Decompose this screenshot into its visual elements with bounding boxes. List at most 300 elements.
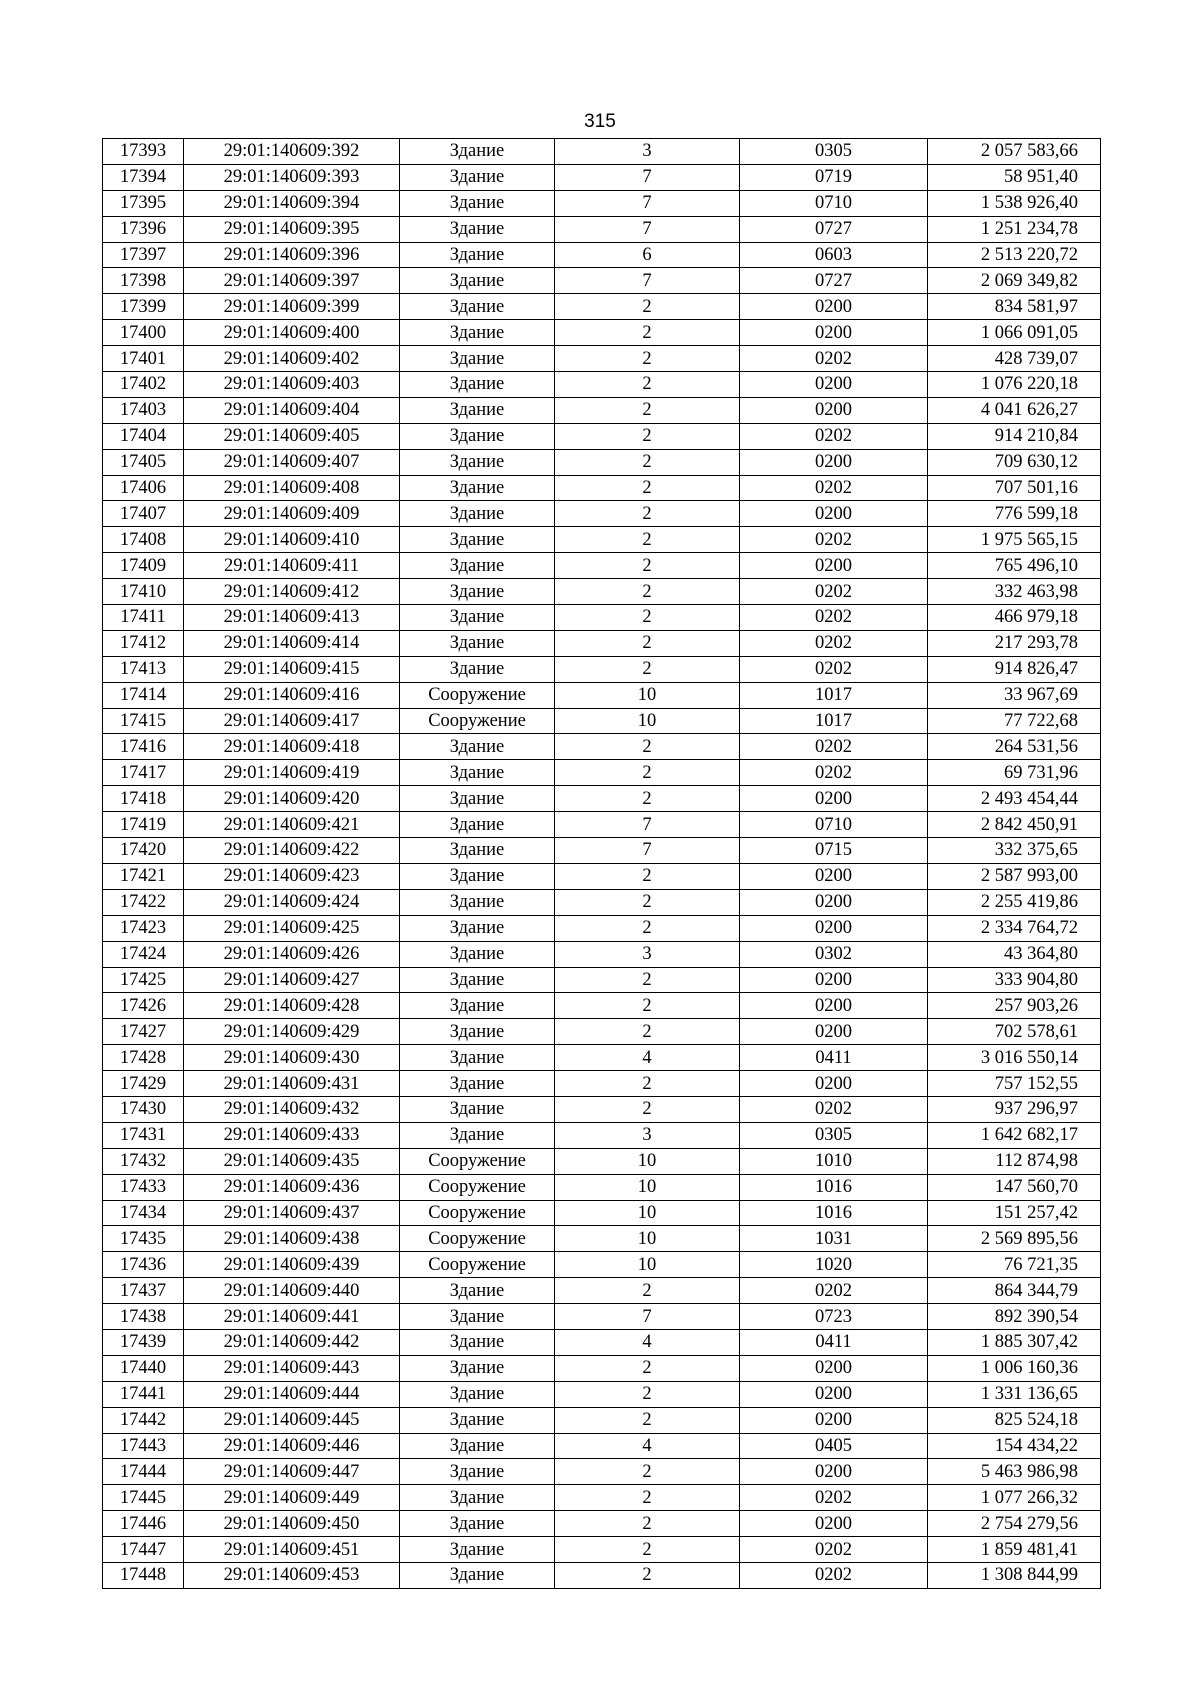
row-number-cell: 17397: [103, 242, 184, 268]
cadastral-number-cell: 29:01:140609:446: [184, 1433, 400, 1459]
cadastral-value-cell: 765 496,10: [928, 553, 1101, 579]
object-type-cell: Здание: [400, 1096, 555, 1122]
code-cell: 0603: [740, 242, 928, 268]
row-number-cell: 17437: [103, 1278, 184, 1304]
group-cell: 2: [555, 553, 740, 579]
row-number-cell: 17436: [103, 1252, 184, 1278]
cadastral-number-cell: 29:01:140609:416: [184, 682, 400, 708]
row-number-cell: 17439: [103, 1329, 184, 1355]
row-number-cell: 17422: [103, 889, 184, 915]
cadastral-number-cell: 29:01:140609:409: [184, 501, 400, 527]
cadastral-number-cell: 29:01:140609:397: [184, 268, 400, 294]
table-row: [103, 1096, 1101, 1122]
table-row: [103, 1278, 1101, 1304]
code-cell: 0727: [740, 268, 928, 294]
row-number-cell: 17400: [103, 320, 184, 346]
cadastral-value-cell: 864 344,79: [928, 1278, 1101, 1304]
table-row: [103, 190, 1101, 216]
cadastral-number-cell: 29:01:140609:450: [184, 1511, 400, 1537]
table-row: [103, 786, 1101, 812]
group-cell: 3: [555, 1122, 740, 1148]
table-row: [103, 501, 1101, 527]
cadastral-value-cell: 1 076 220,18: [928, 372, 1101, 398]
table-row: [103, 1511, 1101, 1537]
group-cell: 10: [555, 682, 740, 708]
cadastral-value-cell: 3 016 550,14: [928, 1045, 1101, 1071]
table-row: [103, 294, 1101, 320]
code-cell: 0200: [740, 1071, 928, 1097]
group-cell: 7: [555, 164, 740, 190]
table-row: [103, 320, 1101, 346]
row-number-cell: 17402: [103, 372, 184, 398]
code-cell: 1016: [740, 1174, 928, 1200]
code-cell: 0202: [740, 579, 928, 605]
group-cell: 2: [555, 993, 740, 1019]
table-row: [103, 1562, 1101, 1588]
cadastral-value-cell: 707 501,16: [928, 475, 1101, 501]
table-row: [103, 1045, 1101, 1071]
cadastral-number-cell: 29:01:140609:413: [184, 605, 400, 631]
group-cell: 7: [555, 1304, 740, 1330]
object-type-cell: Здание: [400, 242, 555, 268]
row-number-cell: 17408: [103, 527, 184, 553]
object-type-cell: Здание: [400, 812, 555, 838]
group-cell: 2: [555, 1096, 740, 1122]
code-cell: 0200: [740, 1381, 928, 1407]
cadastral-number-cell: 29:01:140609:429: [184, 1019, 400, 1045]
code-cell: 0202: [740, 1537, 928, 1563]
cadastral-number-cell: 29:01:140609:433: [184, 1122, 400, 1148]
cadastral-value-cell: 1 642 682,17: [928, 1122, 1101, 1148]
cadastral-number-cell: 29:01:140609:400: [184, 320, 400, 346]
cadastral-value-cell: 1 859 481,41: [928, 1537, 1101, 1563]
object-type-cell: Здание: [400, 1562, 555, 1588]
row-number-cell: 17429: [103, 1071, 184, 1097]
object-type-cell: Здание: [400, 579, 555, 605]
code-cell: 0200: [740, 786, 928, 812]
cadastral-value-cell: 2 069 349,82: [928, 268, 1101, 294]
table-row: [103, 268, 1101, 294]
code-cell: 0715: [740, 838, 928, 864]
cadastral-number-cell: 29:01:140609:392: [184, 139, 400, 165]
object-type-cell: Здание: [400, 1459, 555, 1485]
cadastral-value-cell: 825 524,18: [928, 1407, 1101, 1433]
group-cell: 10: [555, 708, 740, 734]
table-row: [103, 1485, 1101, 1511]
cadastral-number-cell: 29:01:140609:420: [184, 786, 400, 812]
cadastral-value-cell: 2 255 419,86: [928, 889, 1101, 915]
group-cell: 2: [555, 397, 740, 423]
cadastral-number-cell: 29:01:140609:441: [184, 1304, 400, 1330]
object-type-cell: Здание: [400, 1407, 555, 1433]
cadastral-number-cell: 29:01:140609:447: [184, 1459, 400, 1485]
row-number-cell: 17444: [103, 1459, 184, 1485]
group-cell: 2: [555, 346, 740, 372]
group-cell: 7: [555, 268, 740, 294]
code-cell: 0727: [740, 216, 928, 242]
table-row: [103, 760, 1101, 786]
group-cell: 2: [555, 1562, 740, 1588]
object-type-cell: Здание: [400, 1019, 555, 1045]
code-cell: 0200: [740, 320, 928, 346]
group-cell: 10: [555, 1252, 740, 1278]
object-type-cell: Здание: [400, 449, 555, 475]
cadastral-value-cell: 2 334 764,72: [928, 915, 1101, 941]
cadastral-number-cell: 29:01:140609:445: [184, 1407, 400, 1433]
cadastral-value-cell: 1 885 307,42: [928, 1329, 1101, 1355]
cadastral-value-cell: 332 375,65: [928, 838, 1101, 864]
cadastral-value-cell: 332 463,98: [928, 579, 1101, 605]
object-type-cell: Здание: [400, 216, 555, 242]
group-cell: 2: [555, 527, 740, 553]
code-cell: 0202: [740, 1562, 928, 1588]
group-cell: 7: [555, 190, 740, 216]
cadastral-value-cell: 151 257,42: [928, 1200, 1101, 1226]
group-cell: 2: [555, 1537, 740, 1563]
object-type-cell: Сооружение: [400, 1174, 555, 1200]
group-cell: 2: [555, 915, 740, 941]
cadastral-number-cell: 29:01:140609:393: [184, 164, 400, 190]
code-cell: 1031: [740, 1226, 928, 1252]
table-row: [103, 812, 1101, 838]
cadastral-value-cell: 914 826,47: [928, 656, 1101, 682]
code-cell: 0200: [740, 915, 928, 941]
cadastral-number-cell: 29:01:140609:410: [184, 527, 400, 553]
table-row: [103, 1355, 1101, 1381]
object-type-cell: Здание: [400, 786, 555, 812]
cadastral-value-cell: 76 721,35: [928, 1252, 1101, 1278]
group-cell: 2: [555, 1019, 740, 1045]
code-cell: 0200: [740, 967, 928, 993]
cadastral-number-cell: 29:01:140609:428: [184, 993, 400, 1019]
cadastral-number-cell: 29:01:140609:412: [184, 579, 400, 605]
table-row: [103, 1407, 1101, 1433]
row-number-cell: 17416: [103, 734, 184, 760]
code-cell: 0200: [740, 1511, 928, 1537]
group-cell: 2: [555, 372, 740, 398]
group-cell: 2: [555, 579, 740, 605]
code-cell: 0202: [740, 1278, 928, 1304]
group-cell: 7: [555, 216, 740, 242]
code-cell: 1017: [740, 682, 928, 708]
cadastral-value-cell: 69 731,96: [928, 760, 1101, 786]
group-cell: 2: [555, 423, 740, 449]
row-number-cell: 17409: [103, 553, 184, 579]
object-type-cell: Здание: [400, 630, 555, 656]
table-row: [103, 1459, 1101, 1485]
row-number-cell: 17395: [103, 190, 184, 216]
table-row: [103, 941, 1101, 967]
object-type-cell: Здание: [400, 164, 555, 190]
code-cell: 0200: [740, 397, 928, 423]
object-type-cell: Здание: [400, 346, 555, 372]
object-type-cell: Здание: [400, 605, 555, 631]
object-type-cell: Здание: [400, 889, 555, 915]
code-cell: 0202: [740, 423, 928, 449]
row-number-cell: 17393: [103, 139, 184, 165]
row-number-cell: 17405: [103, 449, 184, 475]
group-cell: 2: [555, 863, 740, 889]
cadastral-number-cell: 29:01:140609:431: [184, 1071, 400, 1097]
cadastral-number-cell: 29:01:140609:411: [184, 553, 400, 579]
group-cell: 3: [555, 941, 740, 967]
cadastral-value-cell: 58 951,40: [928, 164, 1101, 190]
group-cell: 2: [555, 786, 740, 812]
group-cell: 10: [555, 1200, 740, 1226]
cadastral-value-cell: 2 842 450,91: [928, 812, 1101, 838]
table-row: [103, 216, 1101, 242]
table-row: [103, 1329, 1101, 1355]
code-cell: 0710: [740, 812, 928, 838]
group-cell: 2: [555, 1071, 740, 1097]
row-number-cell: 17396: [103, 216, 184, 242]
object-type-cell: Здание: [400, 372, 555, 398]
cadastral-value-cell: 892 390,54: [928, 1304, 1101, 1330]
table-row: [103, 346, 1101, 372]
row-number-cell: 17423: [103, 915, 184, 941]
cadastral-number-cell: 29:01:140609:405: [184, 423, 400, 449]
code-cell: 0202: [740, 656, 928, 682]
code-cell: 0200: [740, 1459, 928, 1485]
code-cell: 1020: [740, 1252, 928, 1278]
row-number-cell: 17414: [103, 682, 184, 708]
row-number-cell: 17433: [103, 1174, 184, 1200]
table-row: [103, 915, 1101, 941]
row-number-cell: 17399: [103, 294, 184, 320]
code-cell: 0411: [740, 1329, 928, 1355]
cadastral-value-cell: 1 077 266,32: [928, 1485, 1101, 1511]
group-cell: 2: [555, 734, 740, 760]
group-cell: 2: [555, 294, 740, 320]
group-cell: 2: [555, 475, 740, 501]
row-number-cell: 17420: [103, 838, 184, 864]
cadastral-number-cell: 29:01:140609:395: [184, 216, 400, 242]
group-cell: 2: [555, 1355, 740, 1381]
row-number-cell: 17401: [103, 346, 184, 372]
row-number-cell: 17442: [103, 1407, 184, 1433]
code-cell: 0202: [740, 527, 928, 553]
cadastral-number-cell: 29:01:140609:437: [184, 1200, 400, 1226]
cadastral-number-cell: 29:01:140609:402: [184, 346, 400, 372]
table-row: [103, 397, 1101, 423]
table-row: [103, 1381, 1101, 1407]
object-type-cell: Сооружение: [400, 1148, 555, 1174]
group-cell: 2: [555, 1459, 740, 1485]
code-cell: 0202: [740, 475, 928, 501]
object-type-cell: Здание: [400, 423, 555, 449]
cadastral-value-cell: 1 251 234,78: [928, 216, 1101, 242]
row-number-cell: 17441: [103, 1381, 184, 1407]
row-number-cell: 17446: [103, 1511, 184, 1537]
object-type-cell: Здание: [400, 1485, 555, 1511]
object-type-cell: Здание: [400, 139, 555, 165]
code-cell: 0305: [740, 1122, 928, 1148]
table-row: [103, 708, 1101, 734]
cadastral-number-cell: 29:01:140609:426: [184, 941, 400, 967]
table-row: [103, 1200, 1101, 1226]
cadastral-number-cell: 29:01:140609:453: [184, 1562, 400, 1588]
code-cell: 0202: [740, 734, 928, 760]
row-number-cell: 17445: [103, 1485, 184, 1511]
table-row: [103, 139, 1101, 165]
group-cell: 2: [555, 656, 740, 682]
cadastral-value-cell: 217 293,78: [928, 630, 1101, 656]
code-cell: 0202: [740, 605, 928, 631]
row-number-cell: 17413: [103, 656, 184, 682]
object-type-cell: Здание: [400, 1045, 555, 1071]
code-cell: 1017: [740, 708, 928, 734]
object-type-cell: Здание: [400, 993, 555, 1019]
cadastral-value-cell: 702 578,61: [928, 1019, 1101, 1045]
group-cell: 2: [555, 320, 740, 346]
table-row: [103, 863, 1101, 889]
row-number-cell: 17435: [103, 1226, 184, 1252]
cadastral-number-cell: 29:01:140609:403: [184, 372, 400, 398]
cadastral-number-cell: 29:01:140609:396: [184, 242, 400, 268]
cadastral-value-cell: 1 975 565,15: [928, 527, 1101, 553]
code-cell: 0202: [740, 760, 928, 786]
row-number-cell: 17403: [103, 397, 184, 423]
code-cell: 0200: [740, 449, 928, 475]
table-row: [103, 1226, 1101, 1252]
cadastral-number-cell: 29:01:140609:415: [184, 656, 400, 682]
cadastral-value-cell: 77 722,68: [928, 708, 1101, 734]
object-type-cell: Здание: [400, 1381, 555, 1407]
group-cell: 2: [555, 1381, 740, 1407]
table-row: [103, 242, 1101, 268]
cadastral-value-cell: 834 581,97: [928, 294, 1101, 320]
object-type-cell: Сооружение: [400, 1226, 555, 1252]
row-number-cell: 17398: [103, 268, 184, 294]
table-row: [103, 630, 1101, 656]
cadastral-number-cell: 29:01:140609:399: [184, 294, 400, 320]
row-number-cell: 17424: [103, 941, 184, 967]
cadastral-value-cell: 2 057 583,66: [928, 139, 1101, 165]
object-type-cell: Здание: [400, 863, 555, 889]
cadastral-number-cell: 29:01:140609:421: [184, 812, 400, 838]
code-cell: 0200: [740, 501, 928, 527]
cadastral-number-cell: 29:01:140609:432: [184, 1096, 400, 1122]
object-type-cell: Сооружение: [400, 1200, 555, 1226]
object-type-cell: Здание: [400, 190, 555, 216]
object-type-cell: Сооружение: [400, 708, 555, 734]
cadastral-number-cell: 29:01:140609:424: [184, 889, 400, 915]
group-cell: 2: [555, 1278, 740, 1304]
cadastral-number-cell: 29:01:140609:438: [184, 1226, 400, 1252]
table-row: [103, 605, 1101, 631]
cadastral-value-cell: 757 152,55: [928, 1071, 1101, 1097]
group-cell: 2: [555, 1485, 740, 1511]
registry-table: [102, 138, 1101, 1589]
cadastral-number-cell: 29:01:140609:444: [184, 1381, 400, 1407]
code-cell: 0302: [740, 941, 928, 967]
table-row: [103, 1252, 1101, 1278]
cadastral-value-cell: 264 531,56: [928, 734, 1101, 760]
table-row: [103, 889, 1101, 915]
row-number-cell: 17427: [103, 1019, 184, 1045]
group-cell: 7: [555, 812, 740, 838]
page-number: 315: [584, 111, 616, 132]
code-cell: 0200: [740, 294, 928, 320]
cadastral-value-cell: 2 513 220,72: [928, 242, 1101, 268]
object-type-cell: Здание: [400, 475, 555, 501]
cadastral-value-cell: 2 569 895,56: [928, 1226, 1101, 1252]
row-number-cell: 17432: [103, 1148, 184, 1174]
group-cell: 4: [555, 1433, 740, 1459]
code-cell: 0411: [740, 1045, 928, 1071]
cadastral-number-cell: 29:01:140609:407: [184, 449, 400, 475]
table-row: [103, 372, 1101, 398]
cadastral-value-cell: 147 560,70: [928, 1174, 1101, 1200]
object-type-cell: Здание: [400, 1355, 555, 1381]
cadastral-value-cell: 1 538 926,40: [928, 190, 1101, 216]
cadastral-value-cell: 776 599,18: [928, 501, 1101, 527]
cadastral-number-cell: 29:01:140609:414: [184, 630, 400, 656]
cadastral-value-cell: 33 967,69: [928, 682, 1101, 708]
row-number-cell: 17419: [103, 812, 184, 838]
row-number-cell: 17406: [103, 475, 184, 501]
table-row: [103, 993, 1101, 1019]
row-number-cell: 17411: [103, 605, 184, 631]
cadastral-value-cell: 1 308 844,99: [928, 1562, 1101, 1588]
group-cell: 4: [555, 1045, 740, 1071]
code-cell: 0200: [740, 553, 928, 579]
table-row: [103, 1304, 1101, 1330]
table-row: [103, 1433, 1101, 1459]
object-type-cell: Здание: [400, 1278, 555, 1304]
cadastral-number-cell: 29:01:140609:439: [184, 1252, 400, 1278]
cadastral-number-cell: 29:01:140609:418: [184, 734, 400, 760]
cadastral-value-cell: 5 463 986,98: [928, 1459, 1101, 1485]
code-cell: 0200: [740, 1355, 928, 1381]
cadastral-number-cell: 29:01:140609:423: [184, 863, 400, 889]
table-row: [103, 734, 1101, 760]
cadastral-value-cell: 154 434,22: [928, 1433, 1101, 1459]
object-type-cell: Здание: [400, 294, 555, 320]
group-cell: 2: [555, 760, 740, 786]
cadastral-number-cell: 29:01:140609:427: [184, 967, 400, 993]
group-cell: 2: [555, 889, 740, 915]
row-number-cell: 17434: [103, 1200, 184, 1226]
code-cell: 0202: [740, 630, 928, 656]
code-cell: 0723: [740, 1304, 928, 1330]
table-row: [103, 1071, 1101, 1097]
object-type-cell: Здание: [400, 268, 555, 294]
cadastral-value-cell: 428 739,07: [928, 346, 1101, 372]
cadastral-number-cell: 29:01:140609:449: [184, 1485, 400, 1511]
row-number-cell: 17410: [103, 579, 184, 605]
object-type-cell: Здание: [400, 320, 555, 346]
table-row: [103, 1148, 1101, 1174]
cadastral-value-cell: 2 587 993,00: [928, 863, 1101, 889]
object-type-cell: Здание: [400, 967, 555, 993]
row-number-cell: 17440: [103, 1355, 184, 1381]
row-number-cell: 17431: [103, 1122, 184, 1148]
row-number-cell: 17394: [103, 164, 184, 190]
object-type-cell: Здание: [400, 838, 555, 864]
object-type-cell: Здание: [400, 553, 555, 579]
object-type-cell: Здание: [400, 915, 555, 941]
object-type-cell: Здание: [400, 1511, 555, 1537]
object-type-cell: Здание: [400, 501, 555, 527]
cadastral-number-cell: 29:01:140609:430: [184, 1045, 400, 1071]
code-cell: 0719: [740, 164, 928, 190]
group-cell: 2: [555, 449, 740, 475]
row-number-cell: 17428: [103, 1045, 184, 1071]
code-cell: 1010: [740, 1148, 928, 1174]
code-cell: 0305: [740, 139, 928, 165]
group-cell: 2: [555, 1407, 740, 1433]
